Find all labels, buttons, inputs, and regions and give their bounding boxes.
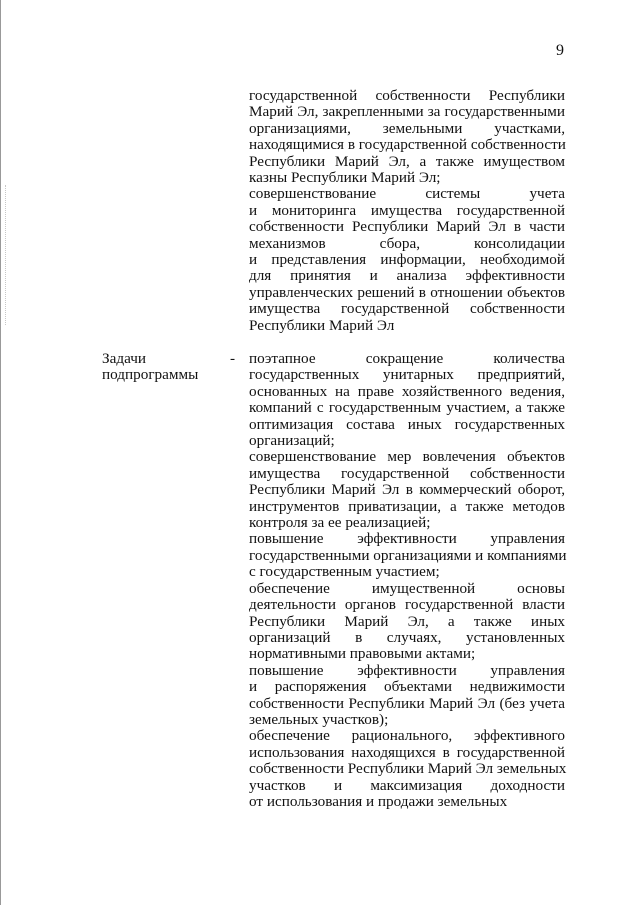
text-line: обеспечение имущественной основы [249,579,565,597]
text-line: и представления информации, необходимой [249,251,565,269]
text-line: основанных на праве хозяйственного ведения, [249,382,565,400]
text-line: контроля за ее реализацией; [249,514,431,532]
tasks-text [249,351,565,810]
text-line: организаций; [249,432,335,450]
list-item [249,186,565,334]
text-line: использования находящихся в государственной [249,743,565,761]
text-line: нормативными правовыми актами; [249,645,476,663]
text-line: поэтапное сокращение количества [249,350,565,367]
text-line: обеспечение рационального, эффективного [249,727,565,745]
text-line: оптимизация состава иных государственных [249,415,565,433]
text-line: деятельности органов государственной власти [249,596,565,614]
text-line: механизмов сбора, консолидации [249,234,565,252]
text-line: с государственным участием; [249,563,440,581]
text-line: имущества государственной собственности [249,464,565,482]
page-edge-line [0,0,1,905]
text-line: участков и максимизация доходности [249,776,565,794]
text-line: собственности Республики Марий Эл (без учета [249,694,565,712]
text-line: собственности Республики Марий Эл в части [249,218,565,236]
text-line: повышение эффективности управления [249,530,565,548]
text-line: организаций в случаях, установленных [249,628,565,646]
text-line: собственности Республики Марий Эл земельных [249,760,567,778]
list-item [249,531,565,580]
section-dash: - [230,350,236,367]
page-edge-marks [5,185,7,325]
text-line: земельных участков); [249,710,389,728]
section-label-tasks [102,351,232,384]
text-line: компаний с государственным участием, а также [249,399,565,417]
text-line: для принятия и анализа эффективности [249,267,565,285]
text-line: и мониторинга имущества государственной [249,201,565,219]
text-line: Марий Эл, закрепленными за государственными [249,103,565,121]
text-line: имущества государственной собственности [249,300,565,318]
text-line: повышение эффективности управления [249,661,565,679]
list-item [249,663,565,729]
list-item [249,351,565,449]
text-line: Республики Марий Эл, а также иных [249,612,565,630]
text-line: Республики Марий Эл, а также имуществом [249,152,565,170]
text-line: организациями, земельными участками, [249,119,565,137]
text-line: совершенствование системы учета [249,185,565,203]
list-item [249,449,565,531]
section-label-line: подпрограммы [102,366,199,384]
text-line: совершенствование мер вовлечения объектов [249,448,565,466]
text-line: Республики Марий Эл [249,316,395,334]
text-line: казны Республики Марий Эл; [249,169,441,187]
text-line: находящимися в государственной собственности [249,136,566,154]
continuation-text [249,88,565,334]
list-item [249,728,565,810]
text-line: инструментов приватизации, а также методов [249,497,565,515]
text-line: Республики Марий Эл в коммерческий оборот, [249,481,565,499]
list-item [249,581,565,663]
text-line: государственных унитарных предприятий, [249,366,565,384]
text-line: и распоряжения объектами недвижимости [249,678,565,696]
text-line: управленческих решений в отношении объектов [249,283,565,301]
section-label-line: Задачи [102,350,146,367]
page-number: 9 [556,42,564,59]
list-item [249,88,565,186]
text-line: государственной собственности Республики [249,87,565,104]
text-line: от использования и продажи земельных [249,792,508,810]
text-line: государственными организациями и компаниями [249,546,567,564]
